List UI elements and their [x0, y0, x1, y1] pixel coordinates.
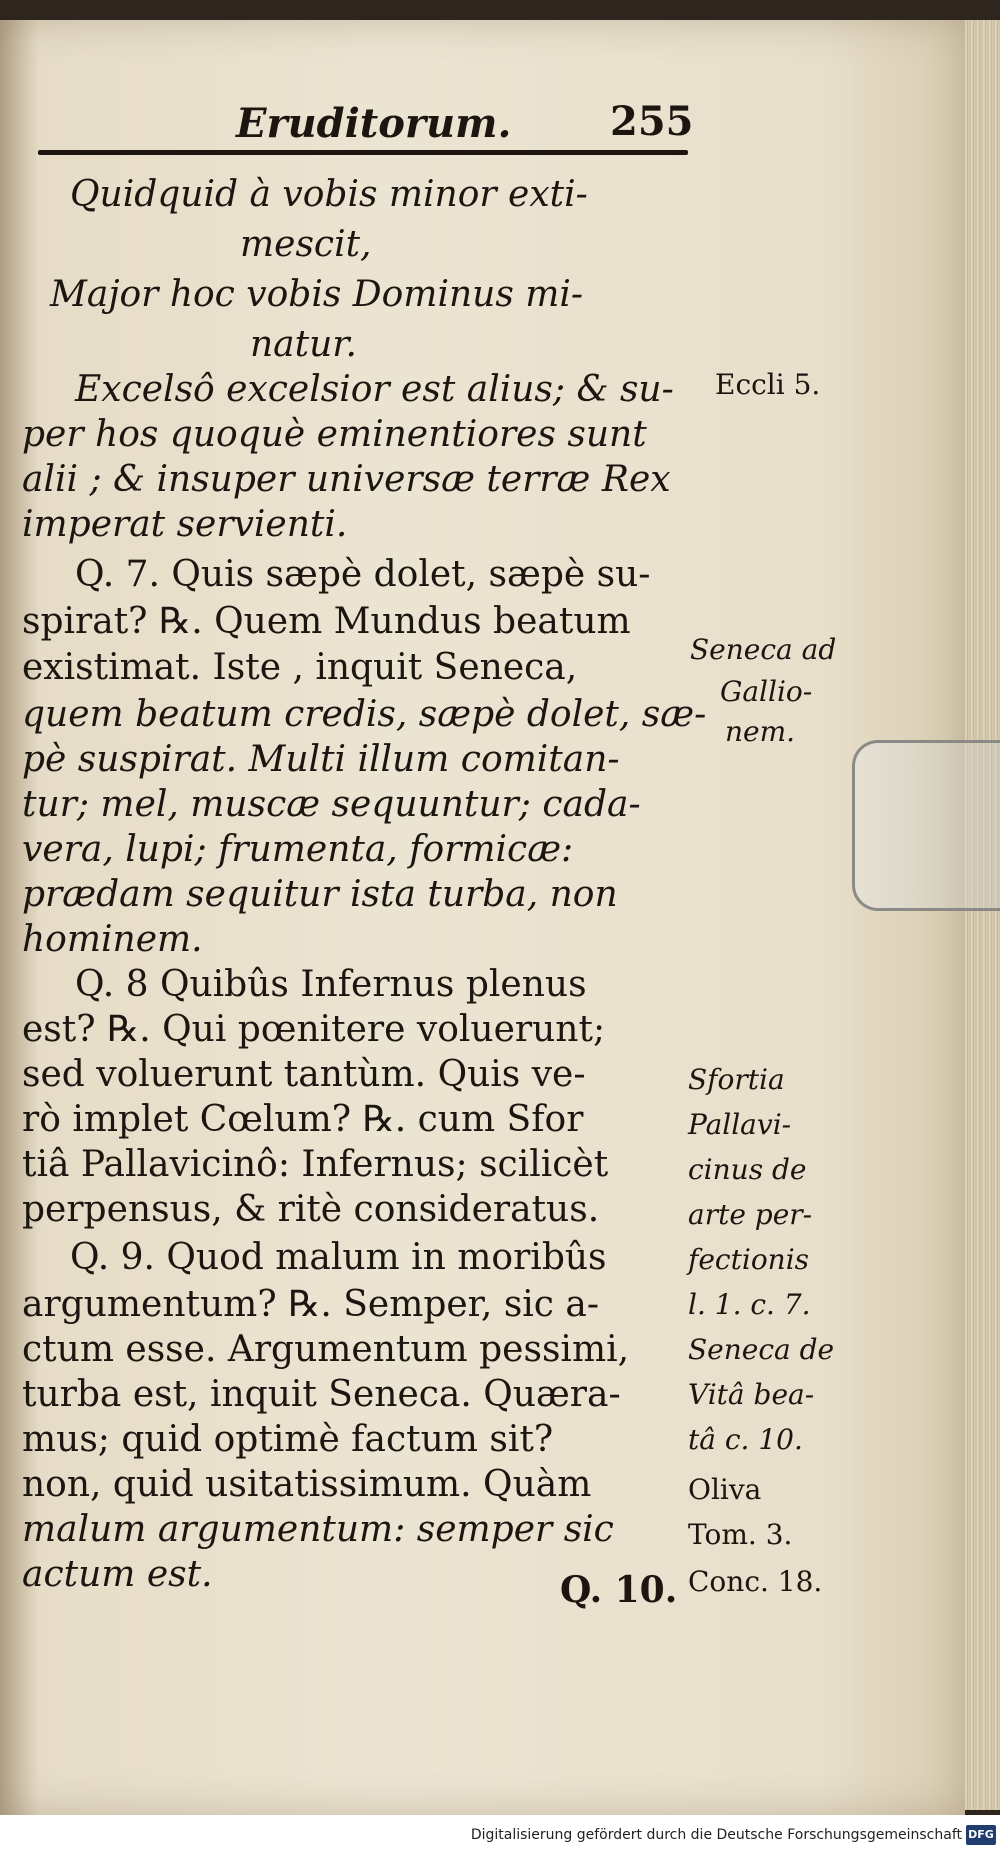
margin-note: Tom. 3. [688, 1518, 793, 1551]
margin-note: Oliva [688, 1473, 762, 1506]
text-line: pè suspirat. Multi illum comitan- [22, 739, 620, 780]
margin-note: cinus de [688, 1153, 807, 1186]
header-rule [38, 150, 688, 155]
margin-note: Seneca ad [690, 633, 837, 666]
running-head-title: Eruditorum. [236, 100, 512, 147]
margin-note: Conc. 18. [688, 1565, 823, 1598]
margin-note: Seneca de [688, 1333, 835, 1366]
text-line: imperat servienti. [22, 504, 348, 545]
text-line: hominem. [22, 919, 203, 960]
page-tab-marker [852, 740, 1000, 911]
margin-note: Sfortia [688, 1063, 785, 1096]
text-line: Q. 9. Quod malum in moribûs [70, 1237, 607, 1278]
text-line: spirat? ℞. Quem Mundus beatum [22, 601, 631, 642]
margin-note: arte per- [688, 1198, 813, 1231]
dfg-logo: DFG [966, 1825, 996, 1845]
margin-note: Vitâ bea- [688, 1378, 815, 1411]
margin-note: l. 1. c. 7. [688, 1288, 811, 1321]
margin-note: nem. [725, 715, 796, 748]
margin-note: tâ c. 10. [688, 1423, 803, 1456]
margin-note: Gallio- [720, 675, 813, 708]
text-line: non, quid usitatissimum. Quàm [22, 1464, 592, 1505]
text-line: Excelsô excelsior est alius; & su- [75, 369, 674, 410]
margin-note: Pallavi- [688, 1108, 792, 1141]
text-line: argumentum? ℞. Semper, sic a- [22, 1284, 600, 1325]
margin-note: Eccli 5. [715, 368, 821, 401]
running-head [0, 88, 965, 158]
text-line: turba est, inquit Seneca. Quæra- [22, 1374, 621, 1415]
text-line: rò implet Cœlum? ℞. cum Sfor [22, 1099, 584, 1140]
text-line: est? ℞. Qui pœnitere voluerunt; [22, 1009, 606, 1050]
text-line: malum argumentum: semper sic [22, 1509, 614, 1550]
text-line: vera, lupi; frumenta, formicæ: [22, 829, 574, 870]
text-line: Major hoc vobis Dominus mi- [50, 274, 584, 315]
text-line: quem beatum credis, sæpè dolet, sæ- [22, 694, 707, 735]
text-line: mus; quid optimè factum sit? [22, 1419, 554, 1460]
margin-note: fectionis [688, 1243, 810, 1276]
text-line: alii ; & insuper universæ terræ Rex [22, 459, 671, 500]
text-line: actum est. [22, 1554, 213, 1595]
text-line: mescit, [240, 224, 372, 265]
footer-bar [0, 1815, 1000, 1855]
text-line: natur. [250, 324, 357, 365]
text-line: ctum esse. Argumentum pessimi, [22, 1329, 630, 1370]
text-line: existimat. Iste , inquit Seneca, [22, 647, 578, 688]
page-number: 255 [610, 98, 694, 145]
text-line: Quidquid à vobis minor exti- [70, 174, 588, 215]
text-line: Q. 8 Quibûs Infernus plenus [75, 964, 587, 1005]
footer-credit: Digitalisierung gefördert durch die Deutsche Forschungsgemeinschaft [470, 1827, 962, 1843]
text-line: Q. 7. Quis sæpè dolet, sæpè su- [75, 554, 651, 595]
text-line: per hos quoquè eminentiores sunt [22, 414, 647, 455]
text-line: perpensus, & ritè consideratus. [22, 1189, 600, 1230]
text-line: tur; mel, muscæ sequuntur; cada- [22, 784, 641, 825]
text-line: sed voluerunt tantùm. Quis ve- [22, 1054, 586, 1095]
text-line: prædam sequitur ista turba, non [22, 874, 618, 915]
text-line: tiâ Pallavicinô: Infernus; scilicèt [22, 1144, 609, 1185]
catchword: Q. 10. [560, 1569, 678, 1611]
